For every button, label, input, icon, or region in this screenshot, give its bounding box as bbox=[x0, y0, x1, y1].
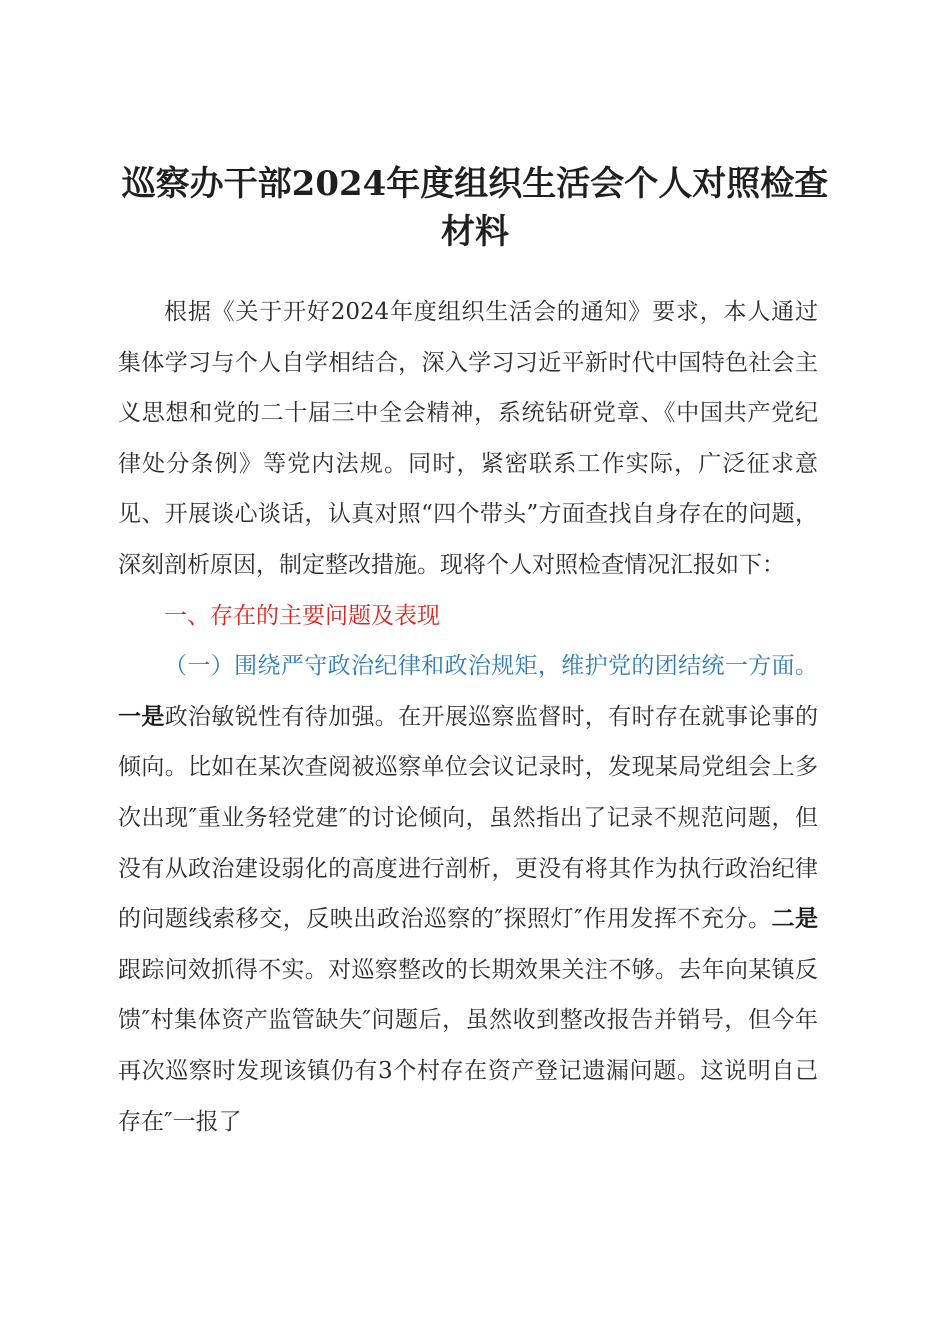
subsection-paragraph bbox=[118, 641, 818, 1147]
document-title bbox=[110, 160, 840, 256]
title-line-2: 材料 bbox=[441, 212, 509, 252]
section-heading: 一、存在的主要问题及表现 bbox=[164, 602, 440, 629]
intro-paragraph: 根据《关于开好2024年度组织生活会的通知》要求，本人通过集体学习与个人自学相结合，深入学习习近平新时代中国特色社会主义思想和党的二十届三中全会精神，系统钻研党章、《中国共产党纪律处分条例》等党内法规。同时，紧密联系工作实际，广泛征求意见、开展谈心谈话，认真对照“四个带头”方面查找自身存在的问题，深刻剖析原因，制定整改措施。现将个人对照检查情况汇报如下： bbox=[118, 299, 818, 578]
point-2-label: 二是 bbox=[771, 905, 818, 933]
subsection-heading: （一）围绕严守政治纪律和政治规矩，维护党的团结统一方面。 bbox=[164, 653, 818, 680]
point-2-text: 跟踪问效抓得不实。对巡察整改的长期效果关注不够。去年向某镇反馈″村集体资产监管缺失″问题后，虽然收到整改报告并销号，但今年再次巡察时发现该镇仍有3个村存在资产登记遗漏问题。这说明自己存在″一报了 bbox=[118, 956, 818, 1135]
point-1-text: 政治敏锐性有待加强。在开展巡察监督时，有时存在就事论事的倾向。比如在某次查阅被巡察单位会议记录时，发现某局党组会上多次出现″重业务轻党建″的讨论倾向，虽然指出了记录不规范问题，但没有从政治建设弱化的高度进行剖析，更没有将其作为执行政治纪律的问题线索移交，反映出政治巡察的″探照灯″作用发挥不充分。 bbox=[118, 703, 819, 933]
document-body bbox=[118, 287, 818, 1147]
point-1-label: 一是 bbox=[118, 702, 165, 730]
title-line-1: 巡察办干部2024年度组织生活会个人对照检查 bbox=[121, 164, 829, 204]
